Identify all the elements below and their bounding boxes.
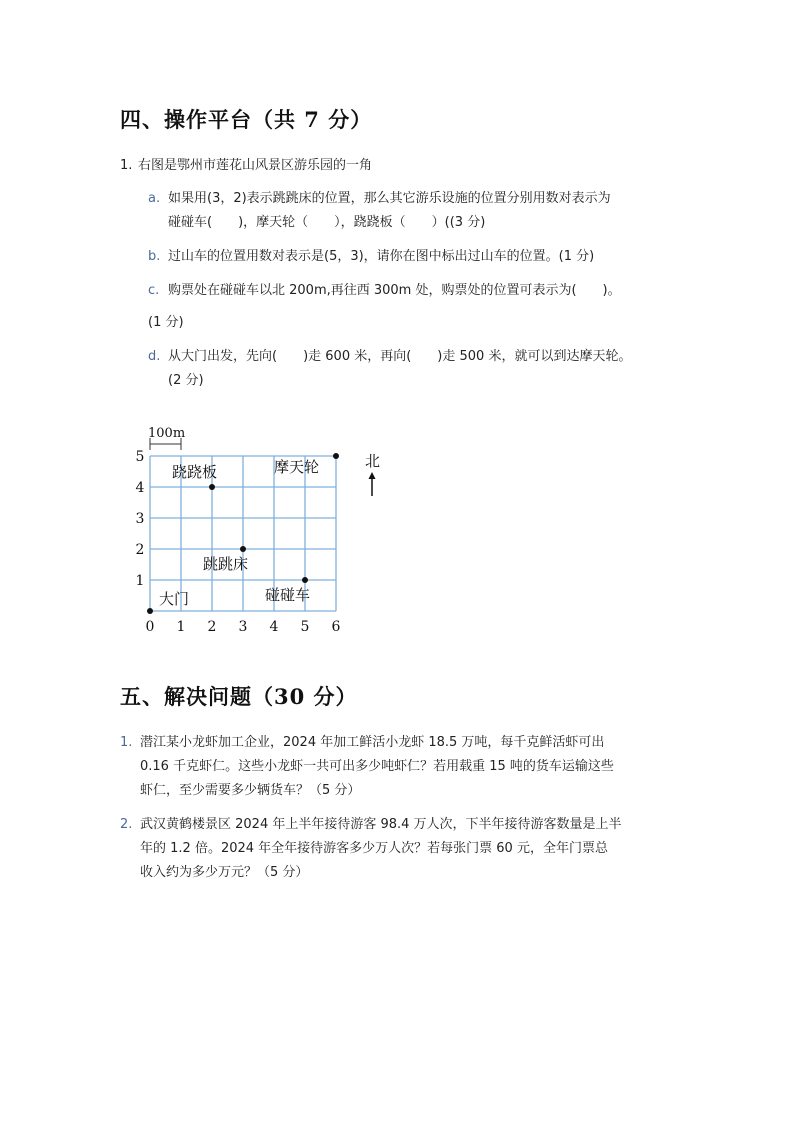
y-tick-label: 1: [135, 573, 145, 589]
place-label: 大门: [159, 590, 190, 608]
subquestion-d-text: 从大门出发，先向( )走 600 米，再向( )走 500 米，就可以到达摩天轮。: [168, 349, 632, 364]
scale-bar: [148, 426, 185, 450]
north-arrow-icon: [365, 452, 380, 496]
question-1: [120, 154, 372, 178]
subquestion-a-line1: 如果用(3，2)表示跳跳床的位置，那么其它游乐设施的位置分别用数对表示为: [168, 191, 611, 206]
problem-number: 2.: [120, 817, 133, 832]
place-dot: [302, 577, 308, 583]
subquestion-c: [148, 279, 621, 303]
y-tick-label: 3: [135, 511, 145, 527]
place-dot: [209, 484, 215, 490]
x-tick-label: 5: [300, 619, 310, 635]
place-dot: [333, 453, 339, 459]
problem-1-line2: 0.16 千克虾仁。这些小龙虾一共可出多少吨虾仁？若用载重 15 吨的货车运输这些: [140, 759, 614, 774]
place-label: 摩天轮: [274, 458, 320, 476]
subquestion-b-text: 过山车的位置用数对表示是(5，3)，请你在图中标出过山车的位置。(1 分): [168, 249, 595, 264]
subquestion-b: [148, 245, 594, 269]
subquestion-letter: c.: [148, 283, 160, 298]
place-label: 碰碰车: [265, 586, 311, 604]
x-tick-label: 6: [331, 619, 341, 635]
x-tick-label: 0: [145, 619, 155, 635]
place-dot: [240, 546, 246, 552]
subquestion-c-text: 购票处在碰碰车以北 200m,再往西 300m 处，购票处的位置可表示为( )。: [168, 283, 621, 298]
subquestion-c-score: (1 分): [148, 315, 184, 330]
x-tick-label: 3: [238, 619, 248, 635]
problem-2-line2: 年的 1.2 倍。2024 年全年接待游客多少万人次？若每张门票 60 元，全年门票总: [140, 841, 608, 856]
subquestion-letter: a.: [148, 191, 161, 206]
park-map-figure: [120, 418, 400, 643]
place-label: 跳跳床: [203, 555, 249, 573]
problem-1-line1: 潜江某小龙虾加工企业，2024 年加工鲜活小龙虾 18.5 万吨，每千克鲜活虾可出: [140, 735, 605, 750]
problem-1: [120, 731, 604, 755]
subquestion-letter: b.: [148, 249, 161, 264]
x-tick-label: 4: [269, 619, 279, 635]
scale-label: 100m: [148, 426, 186, 441]
problem-number: 1.: [120, 735, 133, 750]
y-tick-label: 5: [135, 449, 145, 465]
question-number: 1.: [120, 158, 133, 173]
place-label: 跷跷板: [172, 463, 218, 481]
problem-2: [120, 813, 622, 837]
question-text: 右图是鄂州市莲花山风景区游乐园的一角: [138, 158, 373, 173]
place-dot: [147, 608, 153, 614]
problem-2-line1: 武汉黄鹤楼景区 2024 年上半年接待游客 98.4 万人次，下半年接待游客数量是上半: [140, 817, 622, 832]
north-label: 北: [365, 452, 381, 470]
section4-title: 四、操作平台（共 7 分）: [120, 107, 373, 132]
x-tick-label: 1: [176, 619, 186, 635]
y-tick-label: 2: [135, 542, 145, 558]
subquestion-letter: d.: [148, 349, 161, 364]
subquestion-a-line2: 碰碰车( )，摩天轮（ ），跷跷板（ ）((3 分): [168, 215, 486, 230]
x-tick-label: 2: [207, 619, 217, 635]
subquestion-a: [148, 187, 611, 211]
subquestion-d: [148, 345, 631, 369]
section5-title: 五、解决问题（30 分）: [120, 684, 358, 709]
y-tick-label: 4: [135, 480, 145, 496]
problem-1-line3: 虾仁，至少需要多少辆货车？（5 分）: [140, 783, 361, 798]
subquestion-d-score: (2 分): [168, 373, 204, 388]
problem-2-line3: 收入约为多少万元？（5 分）: [140, 865, 309, 880]
